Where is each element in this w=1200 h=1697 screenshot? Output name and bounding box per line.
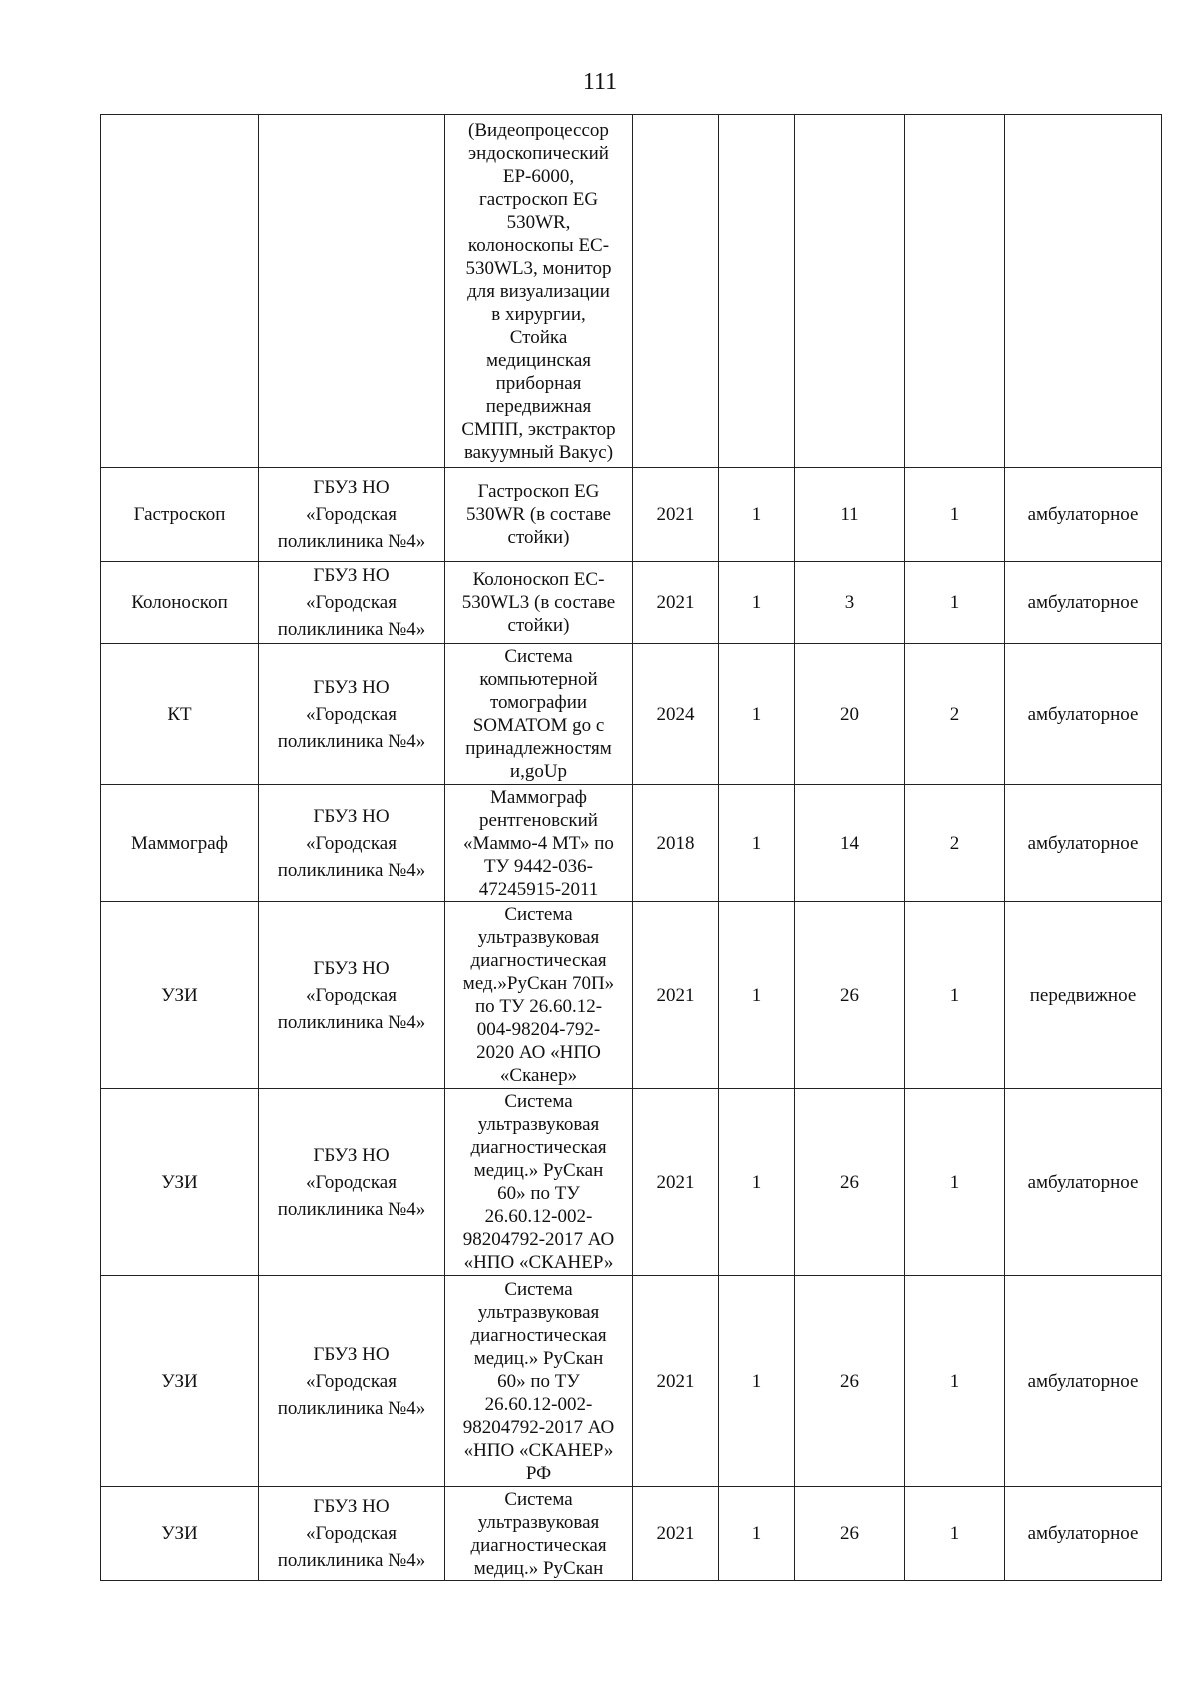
year-cell: 2024 [633,644,719,785]
quantity-cell: 1 [719,1089,795,1276]
table-row [101,1089,1162,1276]
service-type-cell: передвижное [1005,902,1162,1089]
quantity-cell [719,115,795,468]
service-type-cell: амбулаторное [1005,468,1162,562]
service-type-cell: амбулаторное [1005,1487,1162,1581]
equipment-name-cell [101,115,259,468]
model-cell: Гастроскоп EG 530WR (в составе стойки) [445,468,633,562]
column-6-cell: 26 [795,1089,905,1276]
table-row [101,644,1162,785]
quantity-cell: 1 [719,562,795,644]
table-row [101,562,1162,644]
equipment-name-cell: Маммограф [101,785,259,902]
table-row [101,115,1162,468]
model-cell: Система ультразвуковая диагностическая медиц.» РуСкан [445,1487,633,1581]
column-7-cell: 2 [905,644,1005,785]
column-6-cell: 11 [795,468,905,562]
model-cell: Система ультразвуковая диагностическая мед.»РуСкан 70П» по ТУ 26.60.12- 004-98204-792- 2020 АО «НПО «Сканер» [445,902,633,1089]
year-cell: 2021 [633,1089,719,1276]
organization-cell: ГБУЗ НО «Городская поликлиника №4» [259,785,445,902]
quantity-cell: 1 [719,1276,795,1487]
quantity-cell: 1 [719,1487,795,1581]
column-7-cell: 1 [905,1089,1005,1276]
model-cell: Система ультразвуковая диагностическая медиц.» РуСкан 60» по ТУ 26.60.12-002- 98204792-2017 АО «НПО «СКАНЕР» [445,1089,633,1276]
year-cell: 2018 [633,785,719,902]
equipment-name-cell: УЗИ [101,1276,259,1487]
equipment-name-cell: УЗИ [101,1089,259,1276]
quantity-cell: 1 [719,902,795,1089]
service-type-cell: амбулаторное [1005,562,1162,644]
column-6-cell: 26 [795,1276,905,1487]
equipment-name-cell: КТ [101,644,259,785]
quantity-cell: 1 [719,644,795,785]
quantity-cell: 1 [719,785,795,902]
service-type-cell: амбулаторное [1005,644,1162,785]
model-cell: Система ультразвуковая диагностическая медиц.» РуСкан 60» по ТУ 26.60.12-002- 98204792-2017 АО «НПО «СКАНЕР» РФ [445,1276,633,1487]
column-6-cell: 20 [795,644,905,785]
model-cell: Система компьютерной томографии SOMATOM go с принадлежностям и,goUp [445,644,633,785]
quantity-cell: 1 [719,468,795,562]
column-7-cell: 1 [905,562,1005,644]
column-7-cell: 1 [905,1487,1005,1581]
year-cell: 2021 [633,1487,719,1581]
service-type-cell: амбулаторное [1005,1089,1162,1276]
model-cell: Колоноскоп EC- 530WL3 (в составе стойки) [445,562,633,644]
column-7-cell: 1 [905,902,1005,1089]
equipment-name-cell: УЗИ [101,1487,259,1581]
model-cell: (Видеопроцессор эндоскопический EP-6000, гастроскоп EG 530WR, колоноскопы EC- 530WL3, монитор для визуализации в хирургии, Стойка медицинская приборная передвижная СМПП, экстрактор вакуумный Вакус) [445,115,633,468]
table-row [101,902,1162,1089]
organization-cell: ГБУЗ НО «Городская поликлиника №4» [259,644,445,785]
page-number: 111 [582,69,618,95]
table-row [101,1276,1162,1487]
column-6-cell: 26 [795,902,905,1089]
column-6-cell: 3 [795,562,905,644]
equipment-name-cell: Колоноскоп [101,562,259,644]
organization-cell: ГБУЗ НО «Городская поликлиника №4» [259,1487,445,1581]
year-cell [633,115,719,468]
equipment-table [100,114,1162,1581]
equipment-name-cell: Гастроскоп [101,468,259,562]
organization-cell: ГБУЗ НО «Городская поликлиника №4» [259,902,445,1089]
column-6-cell: 14 [795,785,905,902]
column-6-cell: 26 [795,1487,905,1581]
service-type-cell [1005,115,1162,468]
column-6-cell [795,115,905,468]
year-cell: 2021 [633,562,719,644]
table-row [101,468,1162,562]
year-cell: 2021 [633,902,719,1089]
model-cell: Маммограф рентгеновский «Маммо-4 МТ» по ТУ 9442-036- 47245915-2011 [445,785,633,902]
column-7-cell: 2 [905,785,1005,902]
table-row [101,1487,1162,1581]
equipment-name-cell: УЗИ [101,902,259,1089]
organization-cell: ГБУЗ НО «Городская поликлиника №4» [259,468,445,562]
column-7-cell: 1 [905,1276,1005,1487]
service-type-cell: амбулаторное [1005,785,1162,902]
table-row [101,785,1162,902]
organization-cell: ГБУЗ НО «Городская поликлиника №4» [259,562,445,644]
column-7-cell: 1 [905,468,1005,562]
organization-cell: ГБУЗ НО «Городская поликлиника №4» [259,1276,445,1487]
organization-cell [259,115,445,468]
service-type-cell: амбулаторное [1005,1276,1162,1487]
year-cell: 2021 [633,468,719,562]
column-7-cell [905,115,1005,468]
year-cell: 2021 [633,1276,719,1487]
organization-cell: ГБУЗ НО «Городская поликлиника №4» [259,1089,445,1276]
